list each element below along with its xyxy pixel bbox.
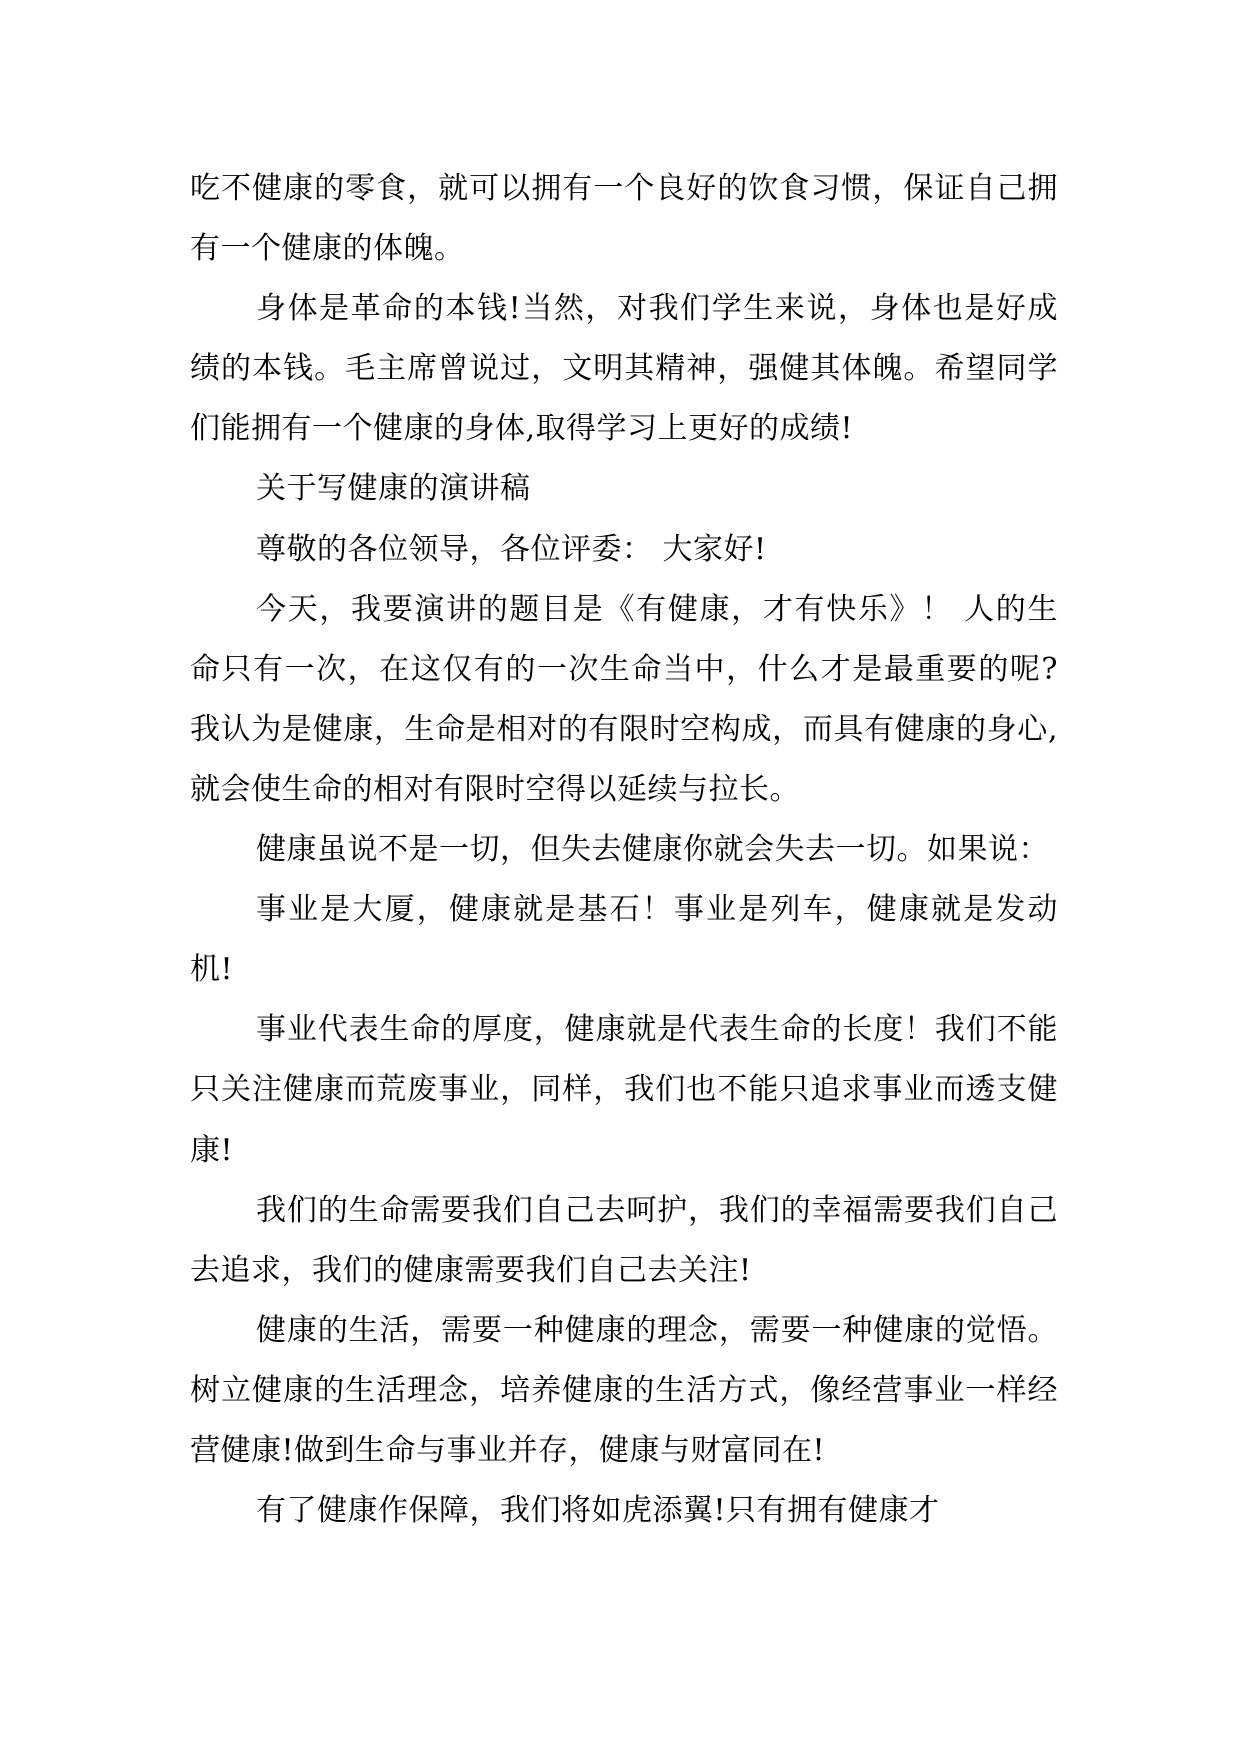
paragraph: 今天，我要演讲的题目是《有健康，才有快乐》！ 人的生命只有一次，在这仅有的一次生命当中，什么才是最重要的呢?我认为是健康，生命是相对的有限时空构成，而具有健康的身心,就会使生命的相对有限时空得以延续与拉长。	[190, 591, 1058, 807]
paragraph: 事业代表生命的厚度，健康就是代表生命的长度！我们不能只关注健康而荒废事业，同样，我们也不能只追求事业而透支健康!	[190, 1012, 1058, 1168]
paragraph: 事业是大厦，健康就是基石！事业是列车，健康就是发动机!	[190, 892, 1058, 988]
paragraph: 我们的生命需要我们自己去呵护，我们的幸福需要我们自己去追求，我们的健康需要我们自己去关注!	[190, 1192, 1058, 1288]
document-body	[190, 159, 1058, 1541]
paragraph: 健康虽说不是一切，但失去健康你就会失去一切。如果说：	[256, 832, 1049, 868]
paragraph: 身体是革命的本钱!当然，对我们学生来说，身体也是好成绩的本钱。毛主席曾说过，文明其精神，强健其体魄。希望同学们能拥有一个健康的身体,取得学习上更好的成绩!	[190, 291, 1058, 447]
speech-title: 关于写健康的演讲稿	[256, 471, 531, 507]
paragraph: 有了健康作保障，我们将如虎添翼!只有拥有健康才	[256, 1493, 940, 1529]
salutation: 尊敬的各位领导，各位评委： 大家好!	[256, 531, 767, 567]
paragraph: 健康的生活，需要一种健康的理念，需要一种健康的觉悟。树立健康的生活理念，培养健康的生活方式，像经营事业一样经营健康!做到生命与事业并存，健康与财富同在!	[190, 1312, 1058, 1468]
paragraph: 吃不健康的零食，就可以拥有一个良好的饮食习惯，保证自己拥有一个健康的体魄。	[190, 171, 1058, 267]
